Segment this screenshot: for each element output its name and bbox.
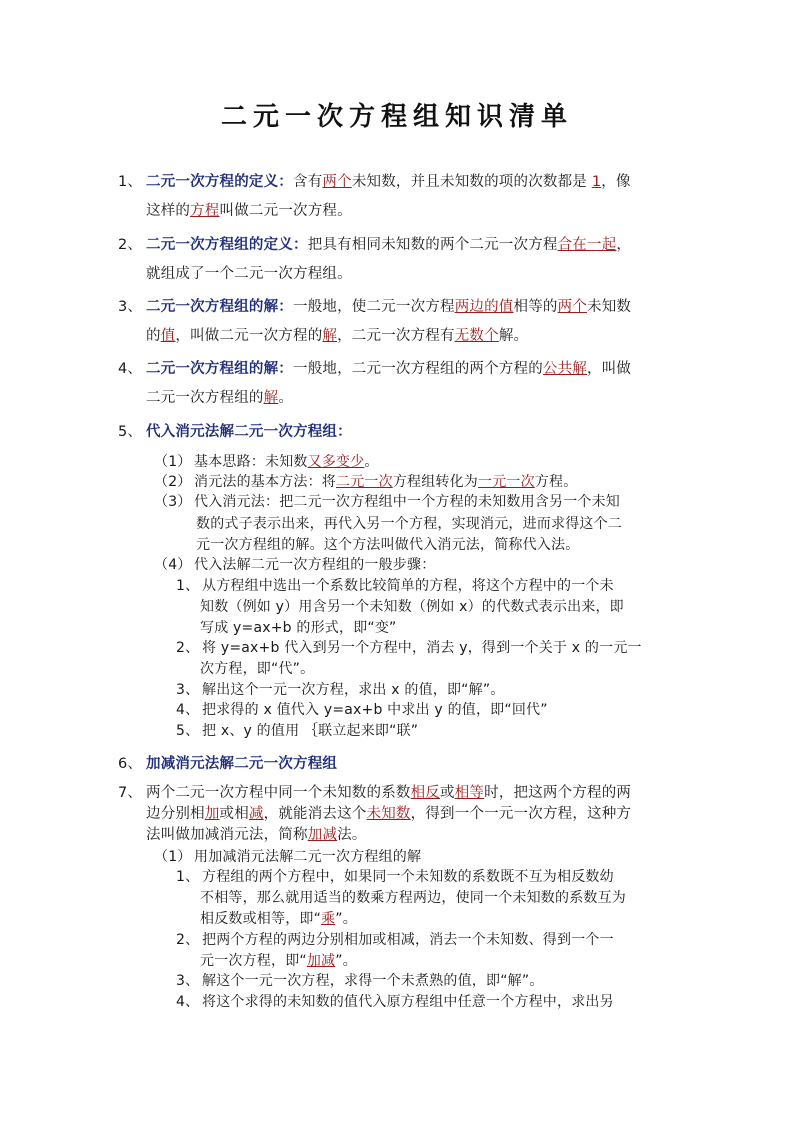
item-heading: 二元一次方程组的解：	[146, 361, 293, 377]
body-text: 方程组转化为	[392, 474, 479, 490]
step-1-line-1	[176, 576, 614, 596]
body-text: 方程。	[534, 474, 578, 490]
body-text: ，得到一个一元一次方程，这种方	[410, 806, 632, 822]
key-term: 两边的值	[454, 299, 514, 315]
body-text: 写成 y=ax+b 的形式，即“变”	[200, 620, 397, 636]
key-term: 相等	[454, 785, 485, 801]
item-number: 3、	[118, 299, 143, 315]
body-text: 次方程，即“代”。	[200, 661, 315, 677]
body-text: 一般地，二元一次方程组的两个方程的	[293, 361, 543, 377]
body-text: 边分别相	[146, 806, 205, 822]
document-title: 二元一次方程组知识清单	[220, 102, 573, 132]
item-number: 7、	[118, 785, 143, 801]
item-number: 4、	[176, 994, 200, 1010]
item-number: 3、	[176, 682, 200, 698]
item-heading: 二元一次方程的定义：	[146, 174, 293, 190]
key-term: 两个	[322, 174, 352, 190]
body-text: 把具有相同未知数的两个二元一次方程	[307, 237, 558, 253]
method-step-1-line-3	[200, 909, 357, 929]
body-text: 知数（例如 y）用含另一个未知数（例如 x）的代数式表示出来，即	[200, 599, 624, 615]
method-step-1-line-2	[200, 888, 626, 908]
item-number: 5、	[118, 424, 143, 440]
body-text: 法叫做加减消元法，简称	[146, 827, 308, 843]
item-1-line-1	[118, 172, 631, 192]
key-term: 未知数	[366, 806, 411, 822]
sub-3-line-1	[154, 492, 620, 512]
key-term: 二元一次	[336, 474, 393, 490]
key-term: 解	[263, 390, 279, 406]
item-4-line-1	[118, 359, 631, 379]
item-number: （1）	[154, 849, 192, 865]
key-term: 两个	[557, 299, 588, 315]
body-text: 相等的	[513, 299, 558, 315]
body-text: ”。	[335, 953, 357, 969]
item-heading: 代入消元法解二元一次方程组：	[146, 424, 352, 440]
body-text: 从方程组中选出一个系数比较简单的方程，将这个方程中的一个未	[202, 578, 614, 594]
body-text: 将 y=ax+b 代入到另一个方程中，消去 y，得到一个关于 x 的一元一	[202, 640, 642, 656]
item-7-line-3	[146, 825, 367, 845]
method-step-1-line-1	[176, 867, 614, 887]
sub-1	[154, 452, 379, 472]
key-term: 加减	[306, 953, 336, 969]
key-term: 加减	[307, 827, 338, 843]
method-sub-1	[154, 847, 421, 867]
body-text: 未知数	[587, 299, 632, 315]
body-text: 含有	[293, 174, 323, 190]
body-text: ，	[616, 237, 632, 253]
key-term: 合在一起	[557, 237, 617, 253]
body-text: 不相等，那么就用适当的数乘方程两边，使同一个未知数的系数互为	[200, 890, 626, 906]
body-text: 相反数或相等，即“	[200, 911, 322, 927]
body-text: 解。	[498, 328, 529, 344]
item-number: 1、	[118, 174, 143, 190]
body-text: ，二元一次方程有	[337, 328, 455, 344]
body-text: 解出这个一元一次方程，求出 x 的值，即“解”。	[202, 682, 505, 698]
item-2-line-1	[118, 235, 631, 255]
sub-4	[154, 555, 435, 575]
body-text: 就组成了一个二元一次方程组。	[146, 266, 352, 282]
body-text: 把 x、y 的值用 ｛联立起来即“联”	[202, 723, 419, 739]
body-text: 代入法解二元一次方程组的一般步骤：	[194, 557, 436, 573]
item-heading: 二元一次方程组的解：	[146, 299, 293, 315]
method-step-2-line-1	[176, 930, 614, 950]
body-text: ，叫做	[587, 361, 632, 377]
step-1-line-2	[200, 597, 624, 617]
step-5	[176, 721, 418, 741]
body-text: 代入消元法：把二元一次方程组中一个方程的未知数用含另一个未知	[194, 494, 620, 510]
item-number: 6、	[118, 756, 143, 772]
key-term: 加	[204, 806, 220, 822]
body-text: 基本思路：未知数	[194, 454, 308, 470]
body-text: ”。	[335, 911, 357, 927]
sub-2	[154, 472, 577, 492]
body-text: 的	[146, 328, 161, 344]
item-number: 5、	[176, 723, 200, 739]
body-text: 法。	[337, 827, 367, 843]
item-number: （1）	[154, 454, 192, 470]
key-term: 一元一次	[478, 474, 535, 490]
item-number: 4、	[118, 361, 143, 377]
item-number: 2、	[176, 640, 200, 656]
body-text: 数的式子表示出来，再代入另一个方程，实现消元，进而求得这个二	[196, 516, 622, 532]
body-text: 。	[364, 454, 379, 470]
item-heading: 二元一次方程组的定义：	[146, 237, 308, 253]
body-text: 消元法的基本方法：将	[194, 474, 336, 490]
body-text: 用加减消元法解二元一次方程组的解	[194, 849, 422, 865]
item-number: 2、	[176, 932, 200, 948]
key-term: 减	[248, 806, 264, 822]
key-term: 乘	[321, 911, 336, 927]
key-term: 方程	[190, 203, 220, 219]
body-text: 一般地，使二元一次方程	[293, 299, 455, 315]
step-2-line-2	[200, 659, 314, 679]
item-1-line-2	[146, 201, 352, 221]
body-text: 。	[278, 390, 294, 406]
body-text: 时，把这两个方程的两	[484, 785, 632, 801]
method-step-4	[176, 992, 614, 1012]
step-4	[176, 700, 548, 720]
body-text: 二元一次方程组的	[146, 390, 264, 406]
sub-3-line-3	[196, 535, 579, 555]
item-number: 2、	[118, 237, 143, 253]
key-term: 又多变少	[307, 454, 365, 470]
item-3-line-2	[146, 326, 528, 346]
body-text: 方程组的两个方程中，如果同一个未知数的系数既不互为相反数幼	[202, 869, 614, 885]
body-text: 或	[440, 785, 455, 801]
key-term: 解	[322, 328, 338, 344]
body-text: 把两个方程的两边分别相加或相减，消去一个未知数、得到一个一	[202, 932, 614, 948]
method-step-2-line-2	[200, 951, 357, 971]
item-3-line-1	[118, 297, 631, 317]
sub-3-line-2	[196, 514, 622, 534]
item-number: 3、	[176, 973, 200, 989]
key-term: 值	[160, 328, 176, 344]
item-number: 1、	[176, 578, 200, 594]
key-term: 相反	[410, 785, 441, 801]
item-number: 1、	[176, 869, 200, 885]
body-text: 或相	[219, 806, 249, 822]
step-3	[176, 680, 505, 700]
item-heading: 加减消元法解二元一次方程组	[146, 756, 338, 772]
item-number: （2）	[154, 474, 192, 490]
item-2-line-2	[146, 264, 352, 284]
body-text: ，就能消去这个	[263, 806, 367, 822]
item-number: （4）	[154, 557, 192, 573]
body-text: 解这个一元一次方程，求得一个未煮熟的值，即“解”。	[202, 973, 544, 989]
body-text: 把求得的 x 值代入 y=ax+b 中求出 y 的值，即“回代”	[202, 702, 548, 718]
body-text: 叫做二元一次方程。	[219, 203, 352, 219]
body-text: 元一次方程，即“	[200, 953, 307, 969]
body-text: 这样的	[146, 203, 191, 219]
item-7-line-2	[146, 804, 631, 824]
body-text: 两个二元一次方程中同一个未知数的系数	[146, 785, 411, 801]
body-text: ，像	[601, 174, 631, 190]
body-text: 元一次方程组的解。这个方法叫做代入消元法，简称代入法。	[196, 537, 580, 553]
body-text: ，叫做二元一次方程的	[175, 328, 323, 344]
item-number: 4、	[176, 702, 200, 718]
method-step-3	[176, 971, 544, 991]
step-2-line-1	[176, 638, 642, 658]
item-number: （3）	[154, 494, 192, 510]
key-term: 公共解	[542, 361, 588, 377]
step-1-line-3	[200, 618, 397, 638]
body-text: 未知数，并且未知数的项的次数都是	[351, 174, 592, 190]
item-7-line-1	[118, 783, 631, 803]
item-5-heading	[118, 422, 352, 442]
key-term: 无数个	[454, 328, 499, 344]
key-term: 1	[591, 174, 602, 190]
body-text: 将这个求得的未知数的值代入原方程组中任意一个方程中，求出另	[202, 994, 614, 1010]
item-4-line-2	[146, 388, 293, 408]
item-6-heading	[118, 754, 337, 774]
